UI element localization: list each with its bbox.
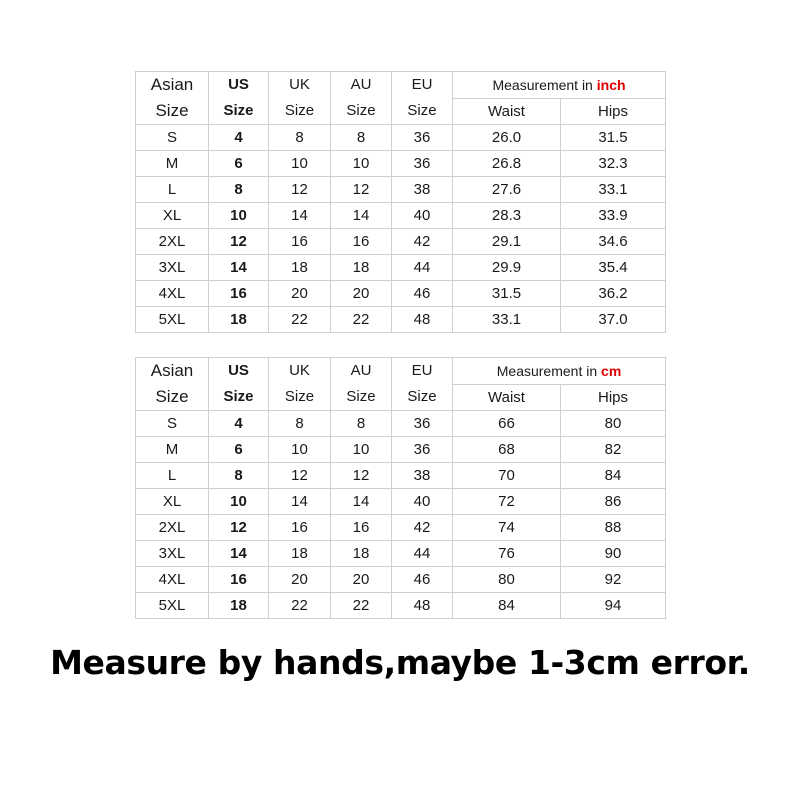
hips-cell: 92 [561,567,666,593]
uk-size-cell: 20 [269,567,331,593]
asian-size-cell: L [136,177,209,203]
asian-size-cell: 4XL [136,281,209,307]
hips-cell: 80 [561,411,666,437]
eu-size-cell: 46 [392,281,453,307]
measurement-title: Measurement in inch [453,72,666,99]
eu-size-cell: 44 [392,255,453,281]
waist-cell: 74 [453,515,561,541]
waist-header: Waist [453,99,561,125]
us-size-cell: 10 [209,203,269,229]
waist-cell: 84 [453,593,561,619]
table-row [136,307,666,333]
waist-cell: 66 [453,411,561,437]
us-size-cell: 6 [209,437,269,463]
us-size-cell: 18 [209,593,269,619]
uk-size-cell: 20 [269,281,331,307]
hips-cell: 82 [561,437,666,463]
au-size-header: AU Size [331,358,392,411]
uk-size-cell: 16 [269,229,331,255]
asian-size-cell: XL [136,489,209,515]
au-size-cell: 12 [331,463,392,489]
hips-cell: 34.6 [561,229,666,255]
asian-size-header: Asian Size [136,358,209,411]
eu-size-cell: 42 [392,229,453,255]
us-size-cell: 12 [209,515,269,541]
waist-cell: 68 [453,437,561,463]
us-size-header: US Size [209,72,269,125]
hips-cell: 33.9 [561,203,666,229]
measurement-title: Measurement in cm [453,358,666,385]
eu-size-cell: 36 [392,151,453,177]
hips-cell: 31.5 [561,125,666,151]
us-size-cell: 8 [209,177,269,203]
au-size-cell: 14 [331,489,392,515]
waist-cell: 26.0 [453,125,561,151]
uk-size-cell: 14 [269,489,331,515]
waist-cell: 76 [453,541,561,567]
hips-cell: 36.2 [561,281,666,307]
table-row [136,125,666,151]
measurement-disclaimer: Measure by hands,maybe 1-3cm error. [50,643,750,682]
hips-cell: 35.4 [561,255,666,281]
asian-size-cell: S [136,125,209,151]
asian-size-header: Asian Size [136,72,209,125]
eu-size-cell: 38 [392,177,453,203]
uk-size-cell: 18 [269,255,331,281]
au-size-cell: 8 [331,411,392,437]
hips-cell: 37.0 [561,307,666,333]
hips-cell: 88 [561,515,666,541]
table-row [136,567,666,593]
table-row [136,515,666,541]
au-size-cell: 18 [331,255,392,281]
table-row [136,229,666,255]
uk-size-cell: 14 [269,203,331,229]
us-size-header: US Size [209,358,269,411]
waist-cell: 28.3 [453,203,561,229]
asian-size-cell: 2XL [136,515,209,541]
eu-size-cell: 42 [392,515,453,541]
uk-size-cell: 22 [269,307,331,333]
uk-size-cell: 8 [269,125,331,151]
asian-size-cell: 5XL [136,593,209,619]
us-size-cell: 14 [209,541,269,567]
eu-size-header: EU Size [392,72,453,125]
size-chart-cm [135,357,666,619]
eu-size-cell: 48 [392,593,453,619]
au-size-cell: 20 [331,281,392,307]
uk-size-cell: 16 [269,515,331,541]
waist-cell: 29.9 [453,255,561,281]
waist-cell: 26.8 [453,151,561,177]
uk-size-header: UK Size [269,72,331,125]
waist-cell: 80 [453,567,561,593]
table-row [136,177,666,203]
table-row [136,255,666,281]
us-size-cell: 14 [209,255,269,281]
hips-cell: 86 [561,489,666,515]
au-size-cell: 8 [331,125,392,151]
au-size-cell: 10 [331,151,392,177]
eu-size-cell: 46 [392,567,453,593]
au-size-cell: 16 [331,229,392,255]
uk-size-cell: 12 [269,463,331,489]
uk-size-cell: 18 [269,541,331,567]
hips-cell: 90 [561,541,666,567]
table-row [136,463,666,489]
header-row [136,358,666,385]
us-size-cell: 8 [209,463,269,489]
table-row [136,411,666,437]
table-row [136,203,666,229]
hips-cell: 33.1 [561,177,666,203]
eu-size-header: EU Size [392,358,453,411]
au-size-header: AU Size [331,72,392,125]
asian-size-cell: 4XL [136,567,209,593]
waist-cell: 72 [453,489,561,515]
asian-size-cell: 2XL [136,229,209,255]
au-size-cell: 20 [331,567,392,593]
asian-size-cell: M [136,437,209,463]
eu-size-cell: 36 [392,125,453,151]
uk-size-cell: 22 [269,593,331,619]
au-size-cell: 22 [331,307,392,333]
eu-size-cell: 48 [392,307,453,333]
waist-cell: 31.5 [453,281,561,307]
us-size-cell: 16 [209,281,269,307]
table-row [136,541,666,567]
asian-size-cell: 3XL [136,255,209,281]
table-row [136,489,666,515]
eu-size-cell: 40 [392,203,453,229]
table-row [136,281,666,307]
unit-label: cm [601,363,622,379]
us-size-cell: 12 [209,229,269,255]
waist-cell: 33.1 [453,307,561,333]
au-size-cell: 10 [331,437,392,463]
waist-cell: 27.6 [453,177,561,203]
hips-header: Hips [561,385,666,411]
us-size-cell: 4 [209,125,269,151]
asian-size-cell: L [136,463,209,489]
uk-size-cell: 8 [269,411,331,437]
hips-cell: 32.3 [561,151,666,177]
uk-size-header: UK Size [269,358,331,411]
eu-size-cell: 44 [392,541,453,567]
asian-size-cell: XL [136,203,209,229]
hips-header: Hips [561,99,666,125]
asian-size-cell: 5XL [136,307,209,333]
table-row [136,151,666,177]
us-size-cell: 6 [209,151,269,177]
hips-cell: 94 [561,593,666,619]
table-row [136,437,666,463]
au-size-cell: 22 [331,593,392,619]
eu-size-cell: 36 [392,411,453,437]
waist-cell: 70 [453,463,561,489]
au-size-cell: 14 [331,203,392,229]
us-size-cell: 16 [209,567,269,593]
au-size-cell: 16 [331,515,392,541]
unit-label: inch [596,77,626,93]
eu-size-cell: 40 [392,489,453,515]
asian-size-cell: 3XL [136,541,209,567]
au-size-cell: 12 [331,177,392,203]
table-row [136,593,666,619]
eu-size-cell: 38 [392,463,453,489]
eu-size-cell: 36 [392,437,453,463]
waist-cell: 29.1 [453,229,561,255]
uk-size-cell: 10 [269,437,331,463]
us-size-cell: 18 [209,307,269,333]
size-chart-inch [135,71,666,333]
au-size-cell: 18 [331,541,392,567]
uk-size-cell: 12 [269,177,331,203]
hips-cell: 84 [561,463,666,489]
asian-size-cell: S [136,411,209,437]
waist-header: Waist [453,385,561,411]
us-size-cell: 4 [209,411,269,437]
header-row [136,72,666,99]
uk-size-cell: 10 [269,151,331,177]
asian-size-cell: M [136,151,209,177]
us-size-cell: 10 [209,489,269,515]
